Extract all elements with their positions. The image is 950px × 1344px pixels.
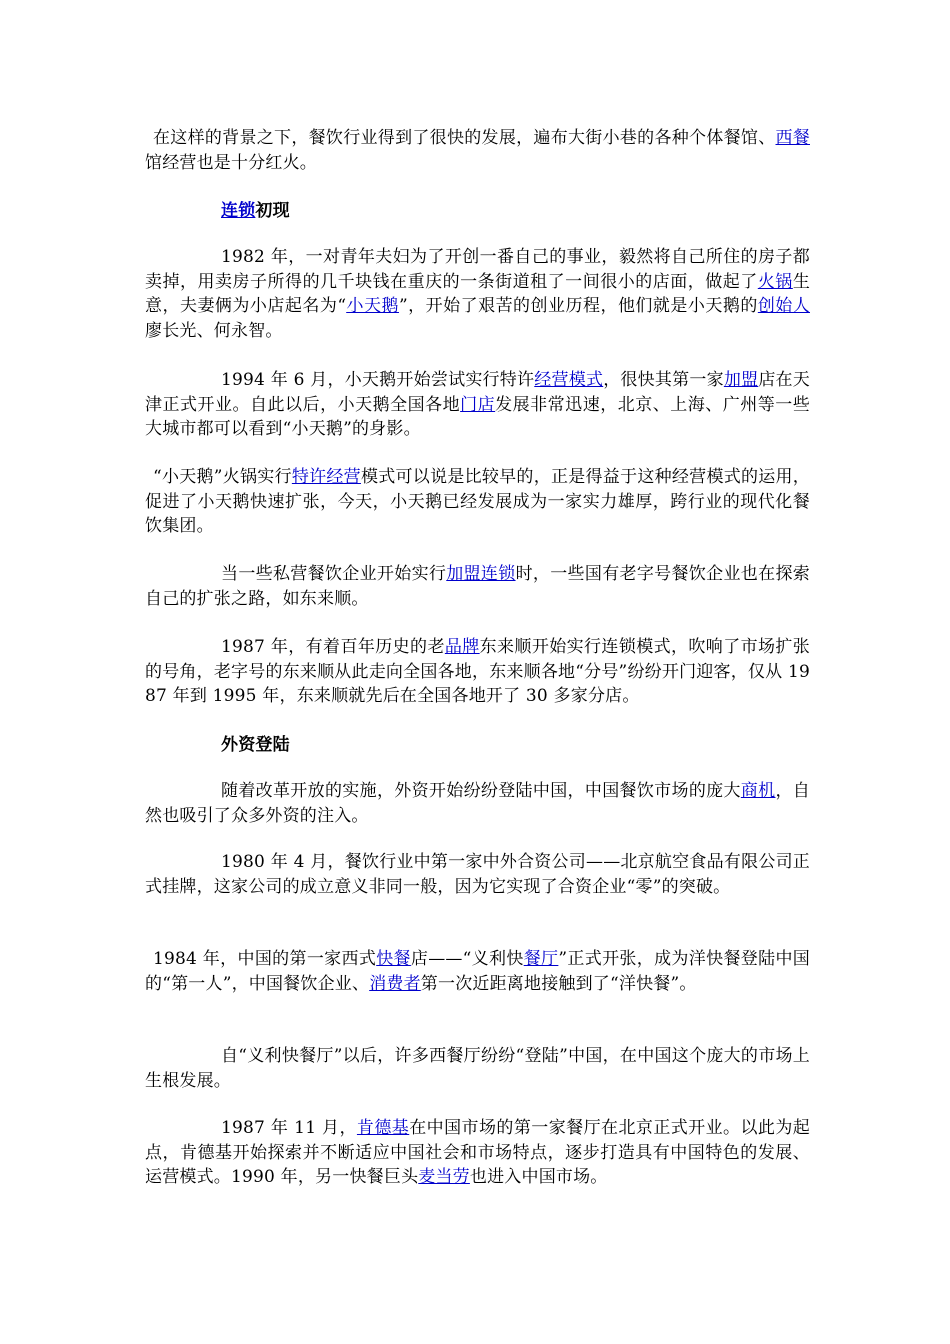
paragraph-text: 1994 年 6 月，小天鹅开始尝试实行特许 bbox=[221, 370, 535, 390]
paragraph-text: 模式可以说是比较早的，正是得益于这种经营模式的运用，促进了小天鹅快速扩张，今天，小天鹅已经发展成为一家实力雄厚，跨行业的现代化餐饮集团。 bbox=[145, 467, 811, 536]
paragraph-text: 生意，夫妻俩为小店起名为“ bbox=[145, 271, 811, 316]
paragraph-7 bbox=[145, 779, 810, 828]
paragraph-text: “小天鹅”火锅实行 bbox=[153, 467, 292, 487]
hyperlink[interactable]: 火锅 bbox=[757, 271, 793, 292]
paragraph-text: 第一次近距离地接触到了“洋快餐”。 bbox=[420, 973, 697, 994]
hyperlink[interactable]: 加盟连锁 bbox=[446, 564, 516, 584]
paragraph-text: 初现 bbox=[255, 201, 290, 221]
paragraph-text: 1987 年，有着百年历史的老 bbox=[221, 637, 445, 657]
paragraph-text: 也进入中国市场。 bbox=[469, 1167, 608, 1187]
hyperlink[interactable]: 西餐 bbox=[775, 128, 810, 148]
paragraph-text: ，自然也吸引了众多外资的注入。 bbox=[145, 781, 810, 826]
hyperlink[interactable]: 加盟 bbox=[723, 370, 759, 390]
paragraph-text: 随着改革开放的实施，外资开始纷纷登陆中国，中国餐饮市场的庞大 bbox=[221, 781, 741, 801]
paragraph-text: 廖长光、何永智。 bbox=[145, 320, 283, 341]
paragraph-text: 店在天津正式开业。自此以后，小天鹅全国各地 bbox=[145, 370, 810, 415]
paragraph-text: 东来顺开始实行连锁模式，吹响了市场扩张的号角，老字号的东来顺从此走向全国各地，东来顺各地“分号”纷纷开门迎客，仅从 1987 年到 1995 年，东来顺就先后在全国各地开了 30 多家分店。 bbox=[145, 637, 810, 706]
paragraph-text: 1987 年 11 月， bbox=[221, 1118, 357, 1138]
hyperlink[interactable]: 经营模式 bbox=[534, 370, 604, 390]
paragraph-5 bbox=[145, 562, 810, 611]
heading-chain bbox=[145, 199, 886, 224]
hyperlink[interactable]: 创始人 bbox=[757, 296, 810, 316]
paragraph-text: 自“义利快餐厅”以后，许多西餐厅纷纷“登陆”中国，在中国这个庞大的市场上生根发展。 bbox=[145, 1046, 810, 1091]
paragraph-text: ，很快其第一家 bbox=[603, 370, 724, 390]
heading-foreign bbox=[145, 733, 886, 758]
paragraph-11 bbox=[145, 1116, 810, 1190]
hyperlink[interactable]: 门店 bbox=[460, 394, 496, 415]
paragraph-text: 在中国市场的第一家餐厅在北京正式开业。以此为起点，肯德基开始探索并不断适应中国社会和市场特点，逐步打造具有中国特色的发展、运营模式。1990 年，另一快餐巨头 bbox=[145, 1118, 810, 1187]
paragraph-text: 发展非常迅速，北京、上海、广州等一些大城市都可以看到“小天鹅”的身影。 bbox=[145, 394, 810, 439]
hyperlink[interactable]: 商机 bbox=[740, 781, 776, 801]
paragraph-3 bbox=[145, 368, 810, 442]
hyperlink[interactable]: 肯德基 bbox=[356, 1118, 410, 1138]
paragraph-6 bbox=[145, 635, 810, 709]
paragraph-text: ”，开始了艰苦的创业历程，他们就是小天鹅的 bbox=[398, 296, 758, 316]
paragraph-text: 1982 年，一对青年夫妇为了开创一番自己的事业，毅然将自己所住的房子都卖掉，用卖房子所得的几千块钱在重庆的一条街道租了一间很小的店面，做起了 bbox=[145, 247, 810, 292]
paragraph-text: 1984 年，中国的第一家西式 bbox=[153, 949, 377, 969]
hyperlink[interactable]: 特许经营 bbox=[291, 467, 361, 487]
paragraph-10 bbox=[145, 1044, 810, 1093]
paragraph-text: 1980 年 4 月，餐饮行业中第一家中外合资公司——北京航空食品有限公司正式挂牌，这家公司的成立意义非同一般，因为它实现了合资企业“零”的突破。 bbox=[145, 852, 810, 897]
paragraph-text: 时，一些国有老字号餐饮企业也在探索自己的扩张之路，如东来顺。 bbox=[145, 564, 810, 609]
hyperlink[interactable]: 连锁 bbox=[221, 201, 256, 221]
paragraph-text: 外资登陆 bbox=[221, 735, 290, 755]
paragraph-text: 当一些私营餐饮企业开始实行 bbox=[221, 564, 447, 584]
paragraph-9 bbox=[145, 947, 810, 996]
hyperlink[interactable]: 餐厅 bbox=[523, 949, 559, 969]
hyperlink[interactable]: 麦当劳 bbox=[418, 1167, 470, 1187]
paragraph-text: 在这样的背景之下，餐饮行业得到了很快的发展，遍布大街小巷的各种个体餐馆、 bbox=[153, 128, 776, 148]
paragraph-text: 馆经营也是十分红火。 bbox=[145, 152, 317, 173]
hyperlink[interactable]: 小天鹅 bbox=[346, 296, 399, 316]
paragraph-2 bbox=[145, 245, 810, 343]
hyperlink[interactable]: 快餐 bbox=[376, 949, 411, 969]
paragraph-8 bbox=[145, 850, 810, 899]
paragraph-text: ”正式开张，成为洋快餐登陆中国的“第一人”，中国餐饮企业、 bbox=[145, 949, 811, 994]
hyperlink[interactable]: 消费者 bbox=[369, 973, 421, 994]
paragraph-4 bbox=[145, 465, 810, 539]
paragraph-text: 店——“义利快 bbox=[410, 949, 524, 969]
hyperlink[interactable]: 品牌 bbox=[444, 637, 480, 657]
paragraph-1 bbox=[145, 126, 810, 175]
